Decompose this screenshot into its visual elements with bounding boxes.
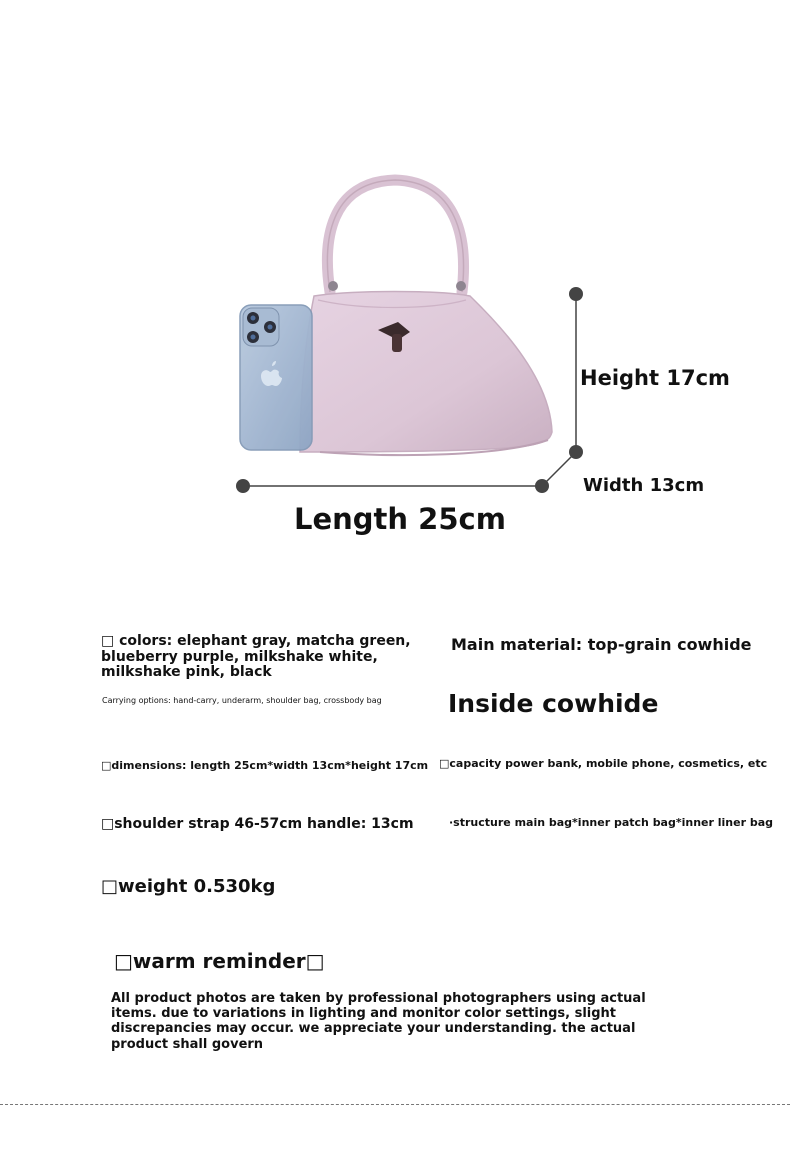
spec-main-material: Main material: top-grain cowhide (451, 635, 752, 654)
length-label: Length 25cm (294, 502, 506, 536)
spec-colors: □ colors: elephant gray, matcha green, blueberry purple, milkshake white, milkshake pink, black (101, 633, 411, 681)
bag-handle (327, 180, 466, 292)
spec-dimensions: □dimensions: length 25cm*width 13cm*height 17cm (101, 759, 429, 772)
length-measure-line (236, 479, 549, 493)
height-label: Height 17cm (580, 366, 730, 390)
spec-weight: □weight 0.530kg (101, 876, 276, 897)
reminder-body: All product photos are taken by professional photographers using actual items. due to variations in lighting and monitor color settings, slight discrepancies may occur. we appreciate your understanding. the actual product shall govern (111, 991, 646, 1052)
width-measure-line (542, 452, 576, 486)
spec-shoulder-strap: □shoulder strap 46-57cm handle: 13cm (101, 816, 414, 832)
handbag (300, 292, 552, 456)
spec-structure: ·structure main bag*inner patch bag*inner liner bag (449, 816, 774, 829)
reminder-title: □warm reminder□ (114, 949, 325, 973)
dashed-divider (0, 1104, 790, 1105)
spec-capacity: □capacity power bank, mobile phone, cosmetics, etc (439, 757, 768, 770)
phone-size-reference (240, 305, 312, 450)
spec-carrying-options: Carrying options: hand-carry, underarm, shoulder bag, crossbody bag (102, 696, 382, 705)
spec-inside-material: Inside cowhide (448, 689, 659, 718)
width-label: Width 13cm (583, 475, 705, 496)
